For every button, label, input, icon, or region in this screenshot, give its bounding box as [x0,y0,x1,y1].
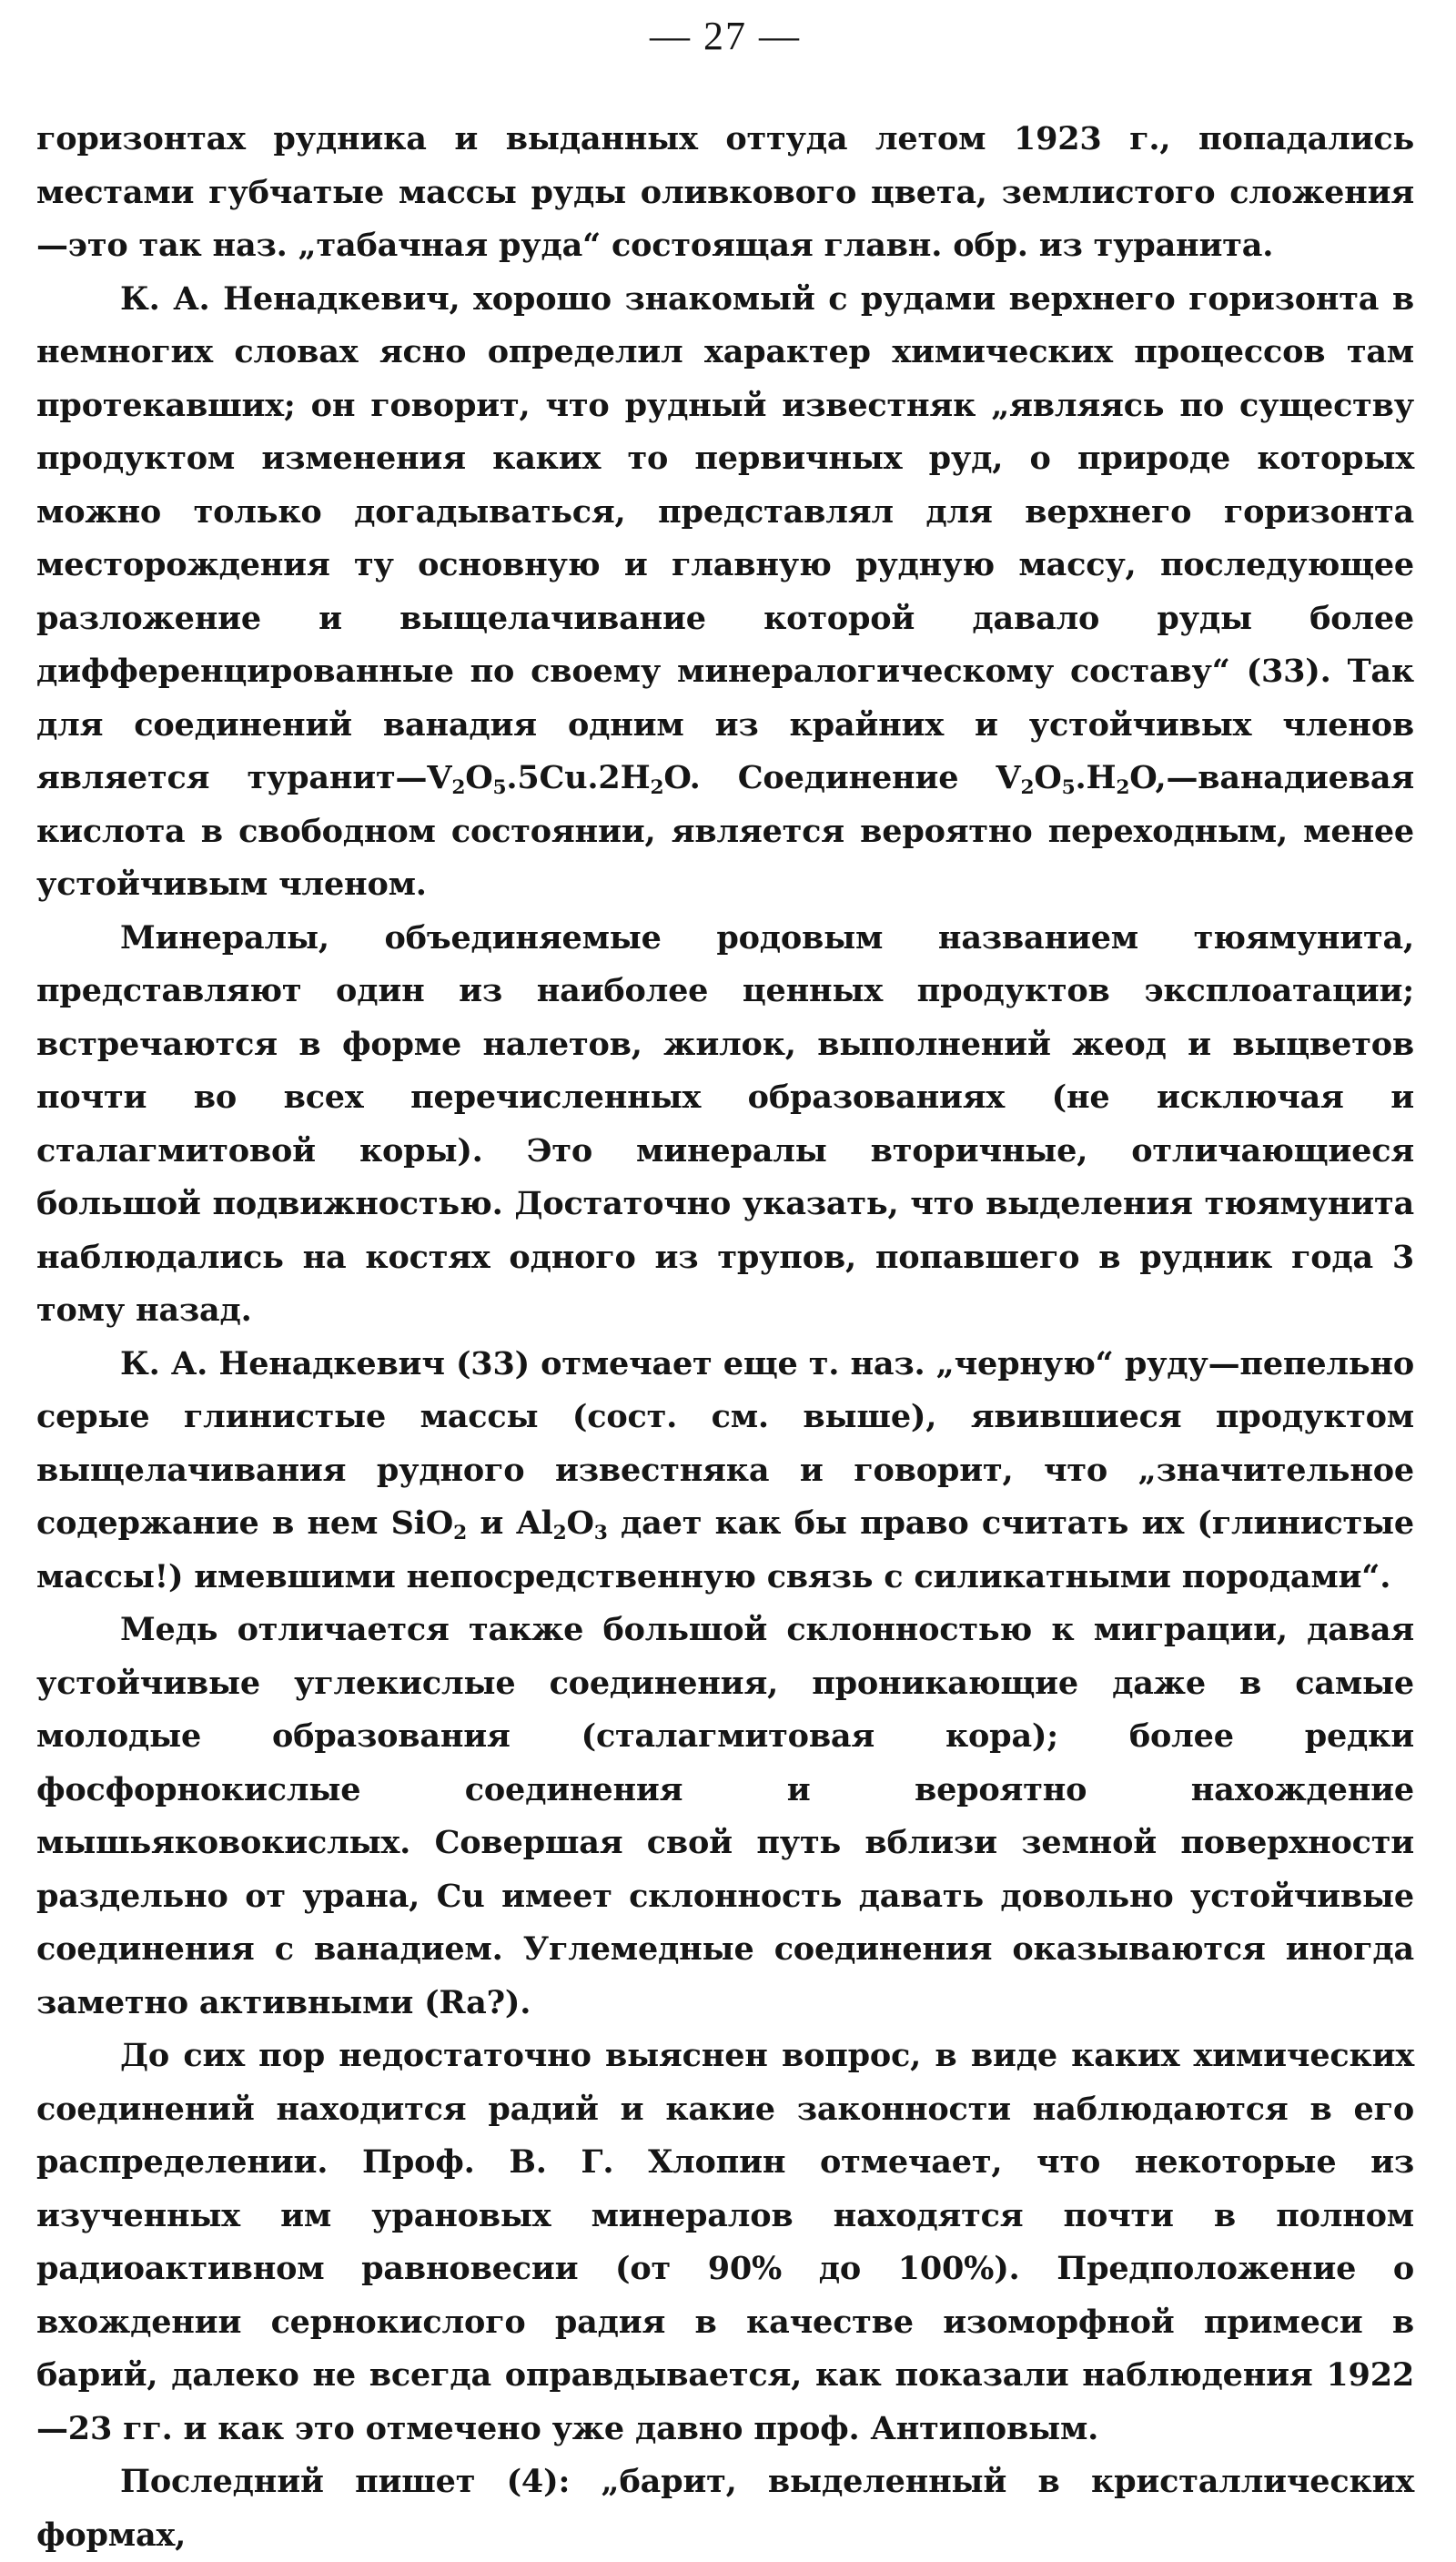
text-run: К. А. Ненадкевич, хорошо знакомый с рудами верхнего горизонта в немногих словах ясно определил характер химических процессов там протекавших; он говорит, что рудный известняк „являясь по существу продуктом изменения каких то первичных руд, о природе которых можно только догадываться, представлял для верхнего горизонта месторождения ту основную и главную рудную массу, последующее разложение и выщелачивание которой давало руды более дифференцированные по своему минералогическому составу“ (33). Так для соединений ванадия одним из крайних и устойчивых членов является туранит—V [36,279,1414,796]
paragraph [36,2456,1414,2562]
text-run: O. Соединение V [663,759,1021,796]
text-run: К. А. Ненадкевич (33) отмечает еще т. наз. „черную“ руду—пепельно серые глинистые массы (сост. см. выше), явившиеся продуктом выщелачивания рудного известняка и говорит, что „значительное содержание в нем SiO [36,1344,1414,1542]
paragraph-continuation [36,113,1414,273]
formula-subscript: 2 [650,776,664,800]
body-text [36,113,1414,2562]
text-run: Медь отличается также большой склонностью к миграции, давая устойчивые углекислые соединения, проникающие даже в самые молодые образования (сталагмитовая кора); более редки фосфорнокислые соединения и вероятно нахождение мышьяковокислых. Совершая свой путь вблизи земной поверхности раздельно от урана, Cu имеет склонность давать довольно устойчивые соединения с ванадием. Углемедные соединения оказываются иногда заметно активными (Ra?). [36,1611,1414,2021]
text-run: O [465,759,493,796]
page-number: — 27 — [650,14,801,58]
formula-subscript: 2 [453,1522,467,1545]
text-run: Последний пишет (4): „барит, выделенный в кристаллических формах, [36,2463,1414,2554]
text-run: .H [1075,759,1117,796]
text-run: .5Cu.2H [506,759,651,796]
formula-subscript: 5 [492,776,507,800]
text-run: До сих пор недостаточно выяснен вопрос, в виде каких химических соединений находится радий и какие законности наблюдаются в его распределении. Проф. В. Г. Хлопин отмечает, что некоторые из изученных им урановых минералов находятся почти в полном радиоактивном равновесии (от 90% до 100%). Предположение о вхождении сернокислого радия в качестве изоморфной примеси в барий, далеко не всегда оправдывается, как показали наблюдения 1922—23 гг. и как это отмечено уже давно проф. Антиповым. [36,2037,1414,2447]
paragraph [36,1338,1414,1605]
formula-subscript: 2 [1116,776,1130,800]
paragraph [36,273,1414,912]
text-run: O,—ванадиевая кислота в свободном состоянии, является вероятно переходным, менее устойчивым членом. [36,759,1414,903]
paragraph [36,1604,1414,2030]
formula-subscript: 5 [1061,776,1076,800]
text-run: Минералы, объединяемые родовым названием тюямунита, представляют один из наиболее ценных продуктов эксплоатации; встречаются в форме налетов, жилок, выполнений жеод и выцветов почти во всех перечисленных образованиях (не исключая и сталагмитовой коры). Это минералы вторичные, отличающиеся большой подвижностью. Достаточно указать, что выделения тюямунита наблюдались на костях одного из трупов, попавшего в рудник года 3 тому назад. [36,918,1414,1329]
formula-subscript: 2 [552,1522,567,1545]
formula-subscript: 3 [593,1522,608,1545]
text-run: и Al [466,1504,553,1542]
paragraph [36,2030,1414,2456]
text-run: дает как бы право считать их (глинистые массы!) имевшими непосредственную связь с силикатными породами“. [36,1504,1414,1595]
text-run: O [566,1504,594,1542]
formula-subscript: 2 [1020,776,1035,800]
formula-subscript: 2 [451,776,466,800]
text-run: O [1034,759,1062,796]
paragraph [36,912,1414,1338]
text-run: горизонтах рудника и выданных оттуда летом 1923 г., попадались местами губчатые массы руды оливкового цвета, землистого сложения—это так наз. „табачная руда“ состоящая главн. обр. из туранита. [36,120,1414,264]
